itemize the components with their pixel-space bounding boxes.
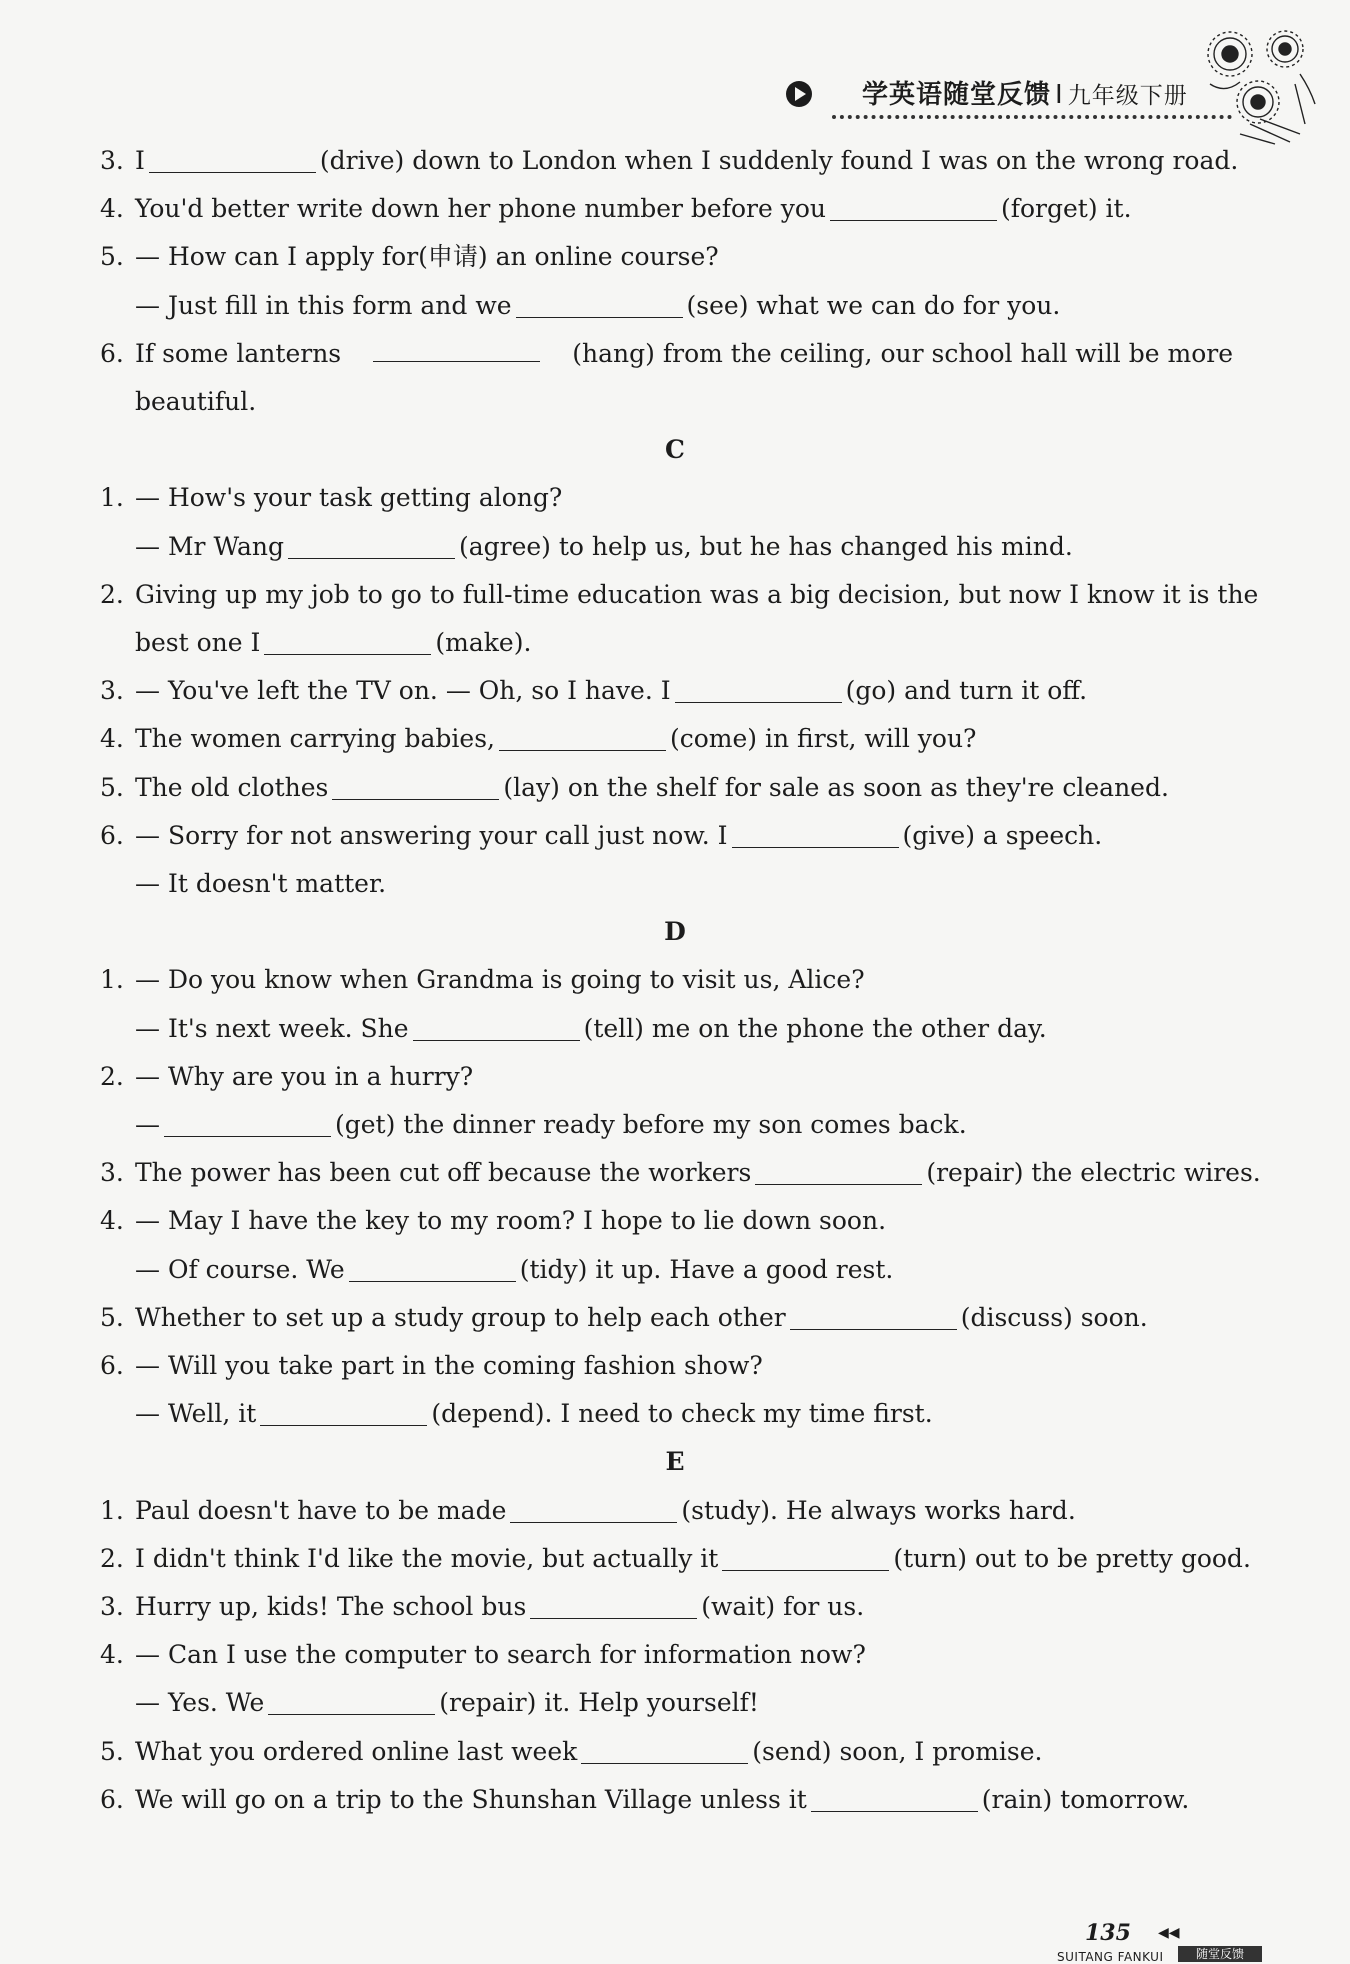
- text-segment: (agree) to help us, but he has changed his mind.: [458, 532, 1073, 561]
- question-number: 3.: [100, 146, 124, 175]
- text-segment: — Can I use the computer to search for information now?: [135, 1640, 866, 1669]
- question-text: [135, 965, 865, 995]
- text-segment: — Well, it: [135, 1399, 257, 1428]
- question-text: [135, 291, 1060, 321]
- question-text: [135, 724, 976, 754]
- text-segment: We will go on a trip to the Shunshan Village unless it: [135, 1785, 807, 1814]
- answer-blank[interactable]: [790, 1307, 957, 1330]
- question-text: [135, 146, 1238, 176]
- text-segment: Giving up my job to go to full-time education was a big decision, but now I know it is the: [135, 580, 1259, 609]
- question-number: 6.: [100, 1785, 124, 1814]
- question-text: [135, 1206, 886, 1236]
- question-text: [135, 387, 256, 417]
- text-segment: (lay) on the shelf for sale as soon as they're cleaned.: [503, 773, 1169, 802]
- text-segment: (drive) down to London when I suddenly found I was on the wrong road.: [319, 146, 1239, 175]
- answer-blank[interactable]: [510, 1500, 677, 1523]
- text-segment: (forget) it.: [1001, 194, 1132, 223]
- answer-blank[interactable]: [164, 1114, 331, 1137]
- question-text: [135, 1399, 933, 1429]
- question-text: [135, 1062, 473, 1092]
- question-number: 3.: [100, 676, 124, 705]
- question-number: 1.: [100, 483, 124, 512]
- text-segment: The women carrying babies,: [135, 724, 495, 753]
- question-text: [135, 1158, 1261, 1188]
- question-number: 4.: [100, 724, 124, 753]
- question-number: 4.: [100, 194, 124, 223]
- question-number: 4.: [100, 1640, 124, 1669]
- answer-blank[interactable]: [675, 680, 842, 703]
- text-segment: (rain) tomorrow.: [981, 1785, 1190, 1814]
- footer-label: SUITANG FANKUI: [1057, 1950, 1164, 1964]
- question-number: 2.: [100, 1544, 124, 1573]
- question-number: 1.: [100, 1496, 124, 1525]
- text-segment: — May I have the key to my room? I hope to lie down soon.: [135, 1206, 887, 1235]
- text-segment: (tidy) it up. Have a good rest.: [519, 1255, 894, 1284]
- text-segment: If some lanterns: [135, 339, 342, 368]
- text-segment: (discuss) soon.: [960, 1303, 1148, 1332]
- question-number: 2.: [100, 580, 124, 609]
- answer-blank[interactable]: [349, 1259, 516, 1282]
- text-segment: (tell) me on the phone the other day.: [583, 1014, 1047, 1043]
- answer-blank[interactable]: [830, 198, 997, 221]
- question-number: 6.: [100, 821, 124, 850]
- question-number: 5.: [100, 1737, 124, 1766]
- text-segment: — It doesn't matter.: [135, 869, 387, 898]
- question-text: [135, 676, 1087, 706]
- text-segment: beautiful.: [135, 387, 257, 416]
- question-text: [135, 869, 386, 899]
- question-text: [135, 532, 1073, 562]
- header-dotted-rule: [832, 115, 1232, 119]
- play-icon: [785, 80, 813, 108]
- section-heading: E: [665, 1447, 685, 1476]
- text-segment: — Do you know when Grandma is going to visit us, Alice?: [135, 965, 865, 994]
- answer-blank[interactable]: [811, 1789, 978, 1812]
- text-segment: — How can I apply for(申请) an online course?: [135, 242, 719, 271]
- question-number: 3.: [100, 1158, 124, 1187]
- question-text: [135, 194, 1132, 224]
- question-text: [135, 1303, 1148, 1333]
- answer-blank[interactable]: [722, 1548, 889, 1571]
- question-text: [135, 1255, 893, 1285]
- question-number: 5.: [100, 773, 124, 802]
- answer-blank[interactable]: [264, 632, 431, 655]
- question-number: 6.: [100, 339, 124, 368]
- question-text: [135, 1785, 1189, 1815]
- text-segment: Hurry up, kids! The school bus: [135, 1592, 527, 1621]
- answer-blank[interactable]: [581, 1741, 748, 1764]
- answer-blank[interactable]: [732, 825, 899, 848]
- answer-blank[interactable]: [268, 1692, 435, 1715]
- question-text: [135, 1640, 866, 1670]
- text-segment: best one I: [135, 628, 261, 657]
- question-number: 2.: [100, 1062, 124, 1091]
- question-text: [135, 773, 1169, 803]
- text-segment: (repair) the electric wires.: [926, 1158, 1261, 1187]
- section-heading: D: [664, 917, 686, 946]
- text-segment: — Sorry for not answering your call just now. I: [135, 821, 728, 850]
- answer-blank[interactable]: [755, 1162, 922, 1185]
- answer-blank[interactable]: [413, 1018, 580, 1041]
- text-segment: (depend). I need to check my time first.: [431, 1399, 933, 1428]
- section-heading: C: [665, 435, 685, 464]
- text-segment: (repair) it. Help yourself!: [439, 1688, 759, 1717]
- text-segment: What you ordered online last week: [135, 1737, 578, 1766]
- book-title: 学英语随堂反馈: [862, 80, 1052, 110]
- question-text: [135, 1014, 1047, 1044]
- question-text: [135, 1496, 1076, 1526]
- text-segment: The power has been cut off because the workers: [135, 1158, 752, 1187]
- question-text: [135, 580, 1259, 610]
- title-separator: I: [1055, 80, 1064, 110]
- text-segment: (study). He always works hard.: [681, 1496, 1076, 1525]
- text-segment: Paul doesn't have to be made: [135, 1496, 507, 1525]
- text-segment: — Why are you in a hurry?: [135, 1062, 474, 1091]
- question-number: 6.: [100, 1351, 124, 1380]
- text-segment: — How's your task getting along?: [135, 483, 563, 512]
- text-segment: (turn) out to be pretty good.: [893, 1544, 1251, 1573]
- flower-decoration-icon: [1200, 24, 1320, 154]
- header-title: [862, 74, 1188, 111]
- text-segment: (go) and turn it off.: [845, 676, 1088, 705]
- text-segment: — Will you take part in the coming fashion show?: [135, 1351, 763, 1380]
- question-text: [135, 628, 531, 658]
- answer-blank[interactable]: [260, 1403, 427, 1426]
- text-segment: (come) in first, will you?: [669, 724, 977, 753]
- question-text: [135, 339, 1233, 369]
- text-segment: — Of course. We: [135, 1255, 345, 1284]
- text-segment: — You've left the TV on. — Oh, so I have. I: [135, 676, 671, 705]
- answer-blank[interactable]: [288, 536, 455, 559]
- question-number: 5.: [100, 1303, 124, 1332]
- answer-blank[interactable]: [332, 777, 499, 800]
- text-segment: Whether to set up a study group to help each other: [135, 1303, 786, 1332]
- question-number: 5.: [100, 242, 124, 271]
- text-segment: (wait) for us.: [701, 1592, 865, 1621]
- footer-badge: 随堂反馈: [1178, 1946, 1262, 1962]
- text-segment: (hang) from the ceiling, our school hall will be more: [572, 339, 1233, 368]
- arrows-icon: ◀◀: [1158, 1925, 1180, 1941]
- answer-blank[interactable]: [530, 1596, 697, 1619]
- question-text: [135, 1110, 967, 1140]
- text-segment: You'd better write down her phone number before you: [135, 194, 826, 223]
- question-number: 4.: [100, 1206, 124, 1235]
- question-text: [135, 1544, 1251, 1574]
- text-segment: — Yes. We: [135, 1688, 265, 1717]
- question-text: [135, 242, 719, 272]
- text-segment: (make).: [435, 628, 532, 657]
- page-header: [0, 0, 1350, 140]
- answer-blank[interactable]: [149, 150, 316, 173]
- page-number: 135: [1085, 1920, 1131, 1946]
- text-segment: (send) soon, I promise.: [752, 1737, 1043, 1766]
- text-segment: I: [135, 146, 145, 175]
- question-text: [135, 821, 1102, 851]
- answer-blank[interactable]: [516, 295, 683, 318]
- text-segment: — It's next week. She: [135, 1014, 409, 1043]
- text-segment: The old clothes: [135, 773, 329, 802]
- answer-blank[interactable]: [499, 728, 666, 751]
- question-text: [135, 483, 562, 513]
- question-text: [135, 1351, 763, 1381]
- text-segment: (get) the dinner ready before my son comes back.: [335, 1110, 967, 1139]
- question-number: 1.: [100, 965, 124, 994]
- text-segment: — Mr Wang: [135, 532, 284, 561]
- question-text: [135, 1592, 864, 1622]
- text-segment: —: [135, 1110, 160, 1139]
- question-text: [135, 1688, 759, 1718]
- text-segment: I didn't think I'd like the movie, but actually it: [135, 1544, 719, 1573]
- book-subtitle: 九年级下册: [1067, 83, 1188, 109]
- text-segment: (give) a speech.: [902, 821, 1103, 850]
- text-segment: — Just fill in this form and we: [135, 291, 512, 320]
- question-text: [135, 1737, 1042, 1767]
- text-segment: (see) what we can do for you.: [686, 291, 1061, 320]
- answer-blank[interactable]: [373, 339, 540, 362]
- question-number: 3.: [100, 1592, 124, 1621]
